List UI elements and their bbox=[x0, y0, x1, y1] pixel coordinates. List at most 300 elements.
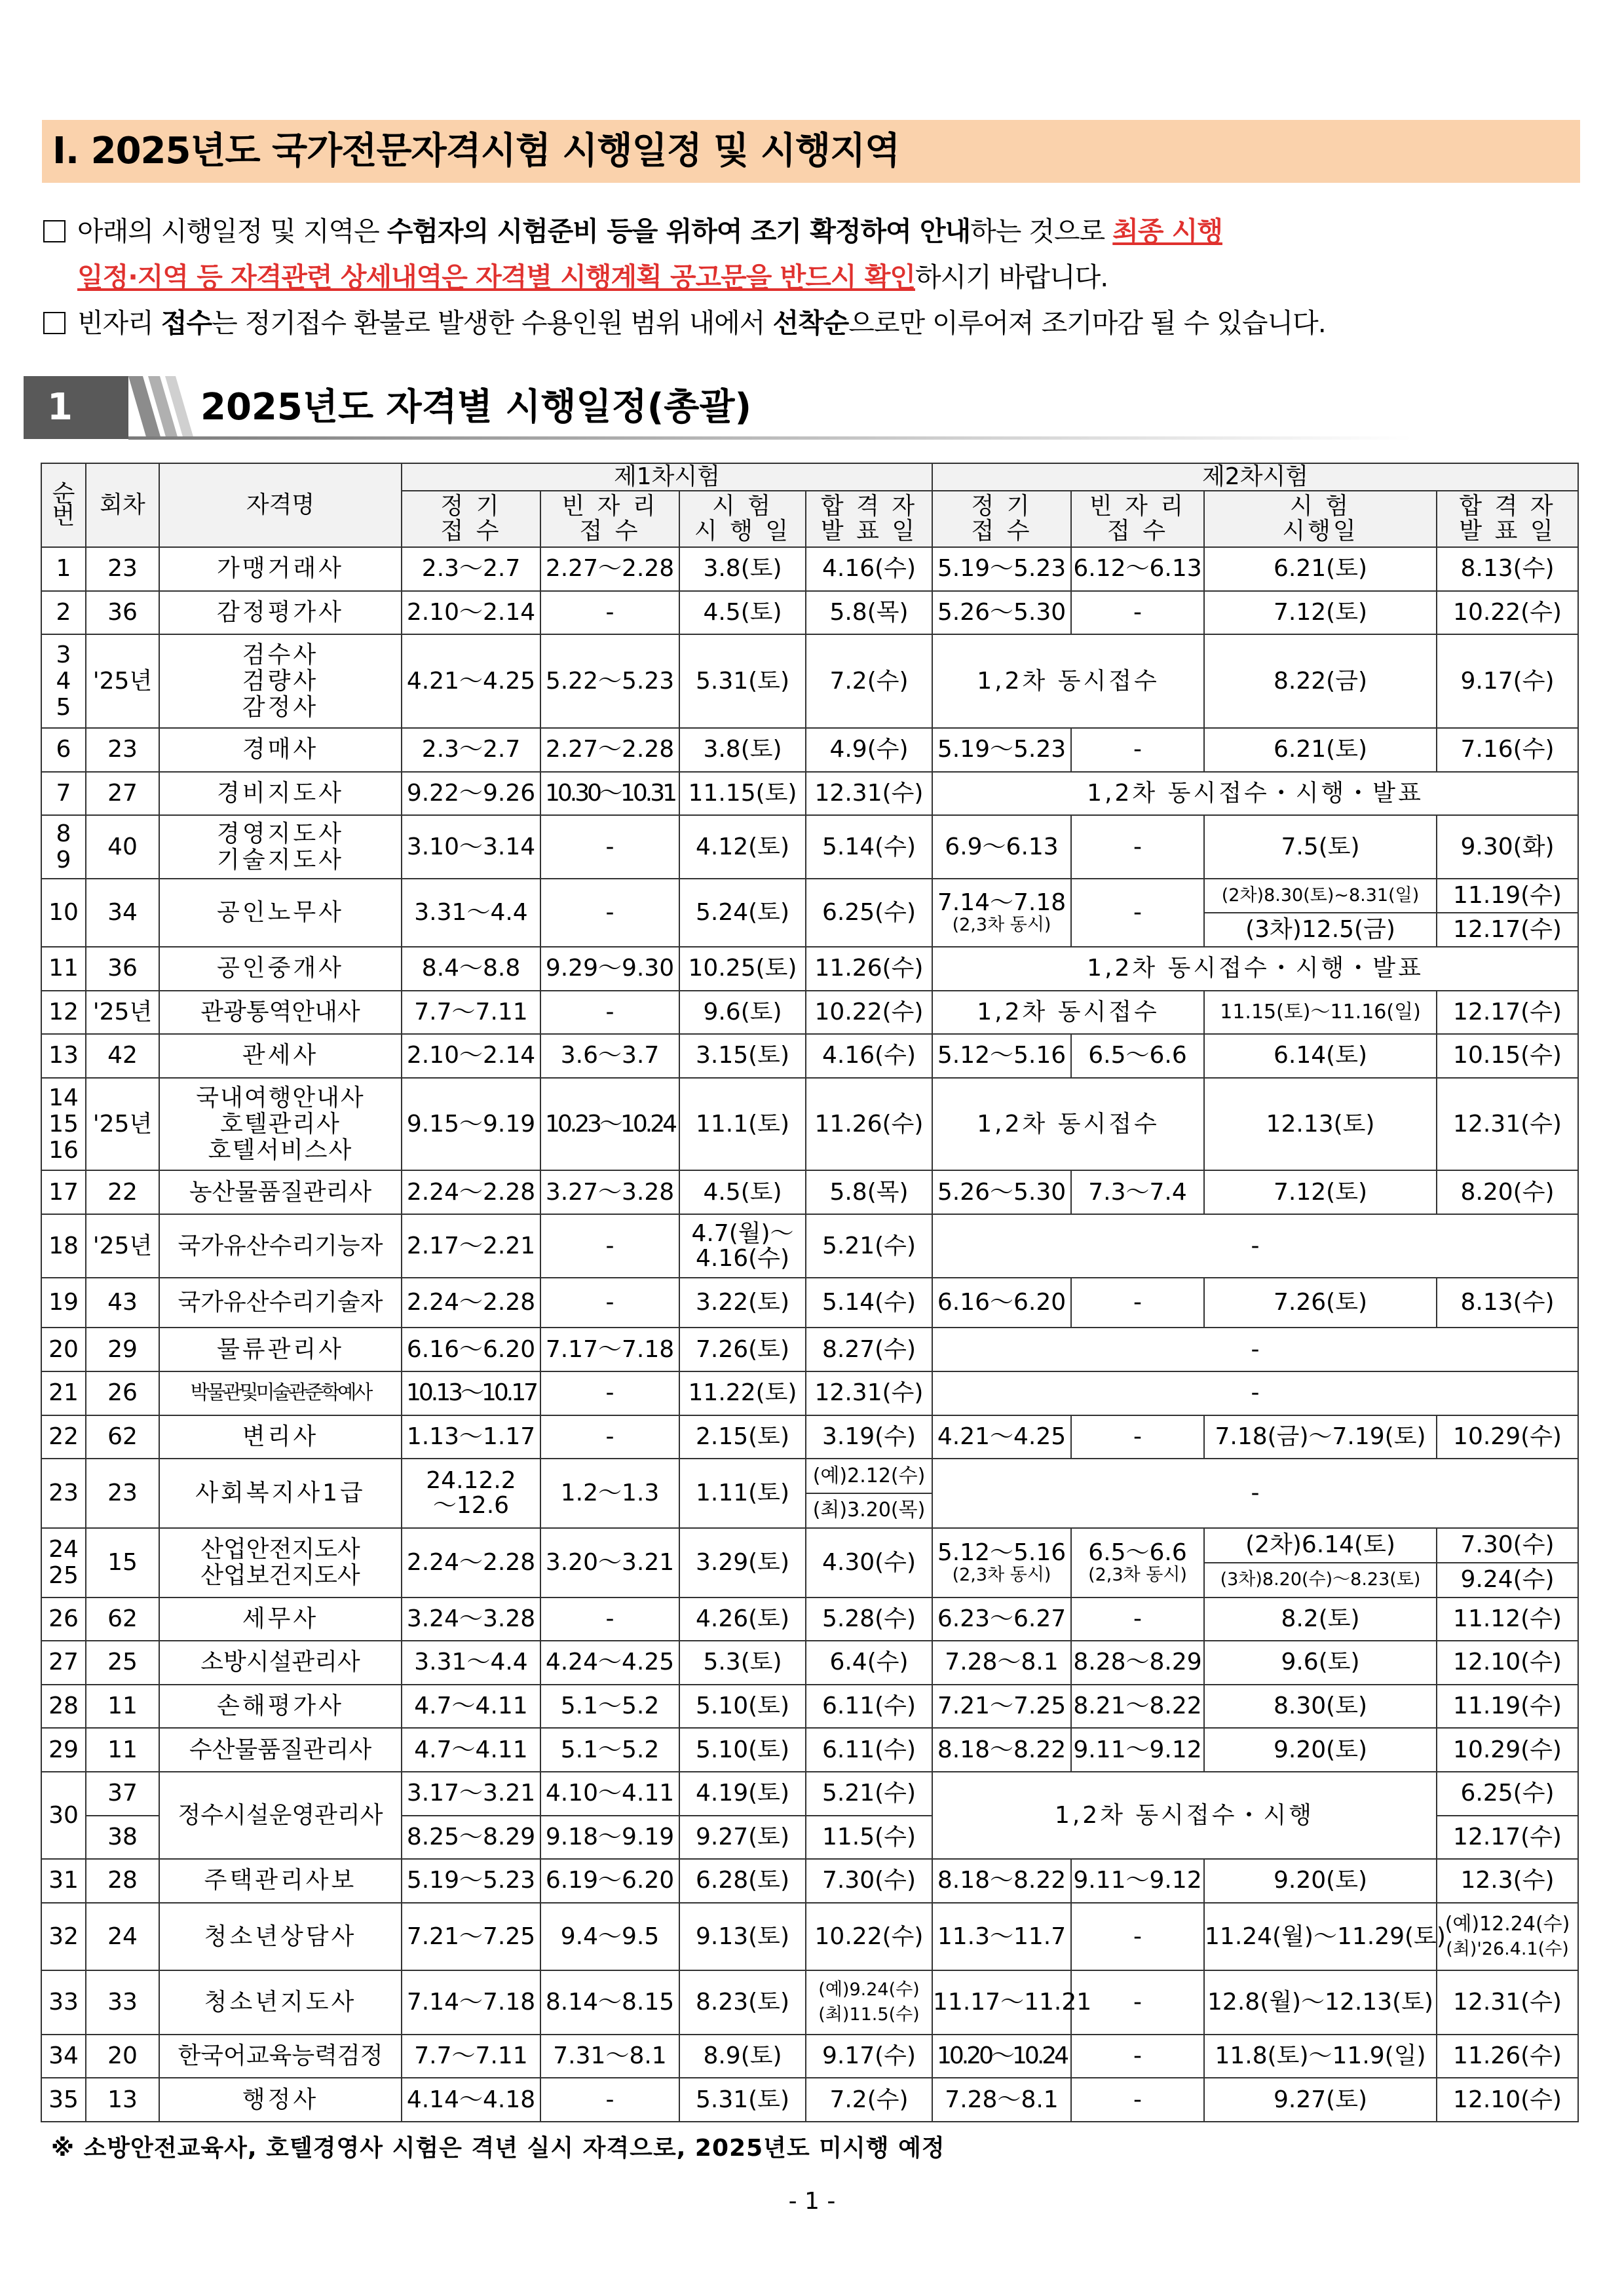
table-cell: 7.26(토) bbox=[679, 1328, 806, 1371]
cell-line: (2,3차 동시) bbox=[1088, 1564, 1187, 1585]
table-cell: (최)3.20(목) bbox=[806, 1493, 932, 1528]
cell-line: 5.12～5.16 bbox=[937, 1539, 1067, 1566]
header-regular-reg-2 bbox=[932, 491, 1071, 547]
table-cell: 3.8(토) bbox=[679, 547, 806, 591]
table-cell: 9.17(수) bbox=[806, 2035, 932, 2078]
table-row bbox=[41, 1278, 1578, 1328]
table-cell: 29 bbox=[86, 1328, 159, 1371]
table-cell: 4.26(토) bbox=[679, 1598, 806, 1641]
table-cell: 4.9(수) bbox=[806, 728, 932, 772]
table-cell: 4.5(토) bbox=[679, 1170, 806, 1214]
table-cell: 12.3(수) bbox=[1437, 1859, 1578, 1903]
table-cell: 8 9 bbox=[41, 815, 86, 879]
table-cell: 7.31～8.1 bbox=[540, 2035, 679, 2078]
cell-line: 24.12.2 bbox=[426, 1466, 516, 1494]
table-cell: 5.24(토) bbox=[679, 879, 806, 947]
table-cell: 10.22(수) bbox=[806, 1903, 932, 1971]
header-exam-date-2 bbox=[1204, 491, 1437, 547]
table-row bbox=[41, 1328, 1578, 1371]
table-cell: 42 bbox=[86, 1034, 159, 1078]
table-cell: 9.20(토) bbox=[1204, 1859, 1437, 1903]
table-row bbox=[41, 634, 1578, 728]
table-cell: 산업안전지도사 산업보건지도사 bbox=[159, 1528, 402, 1598]
table-cell: 23 bbox=[86, 547, 159, 591]
table-cell: 박물관및미술관준학예사 bbox=[159, 1371, 402, 1415]
table-row bbox=[41, 947, 1578, 991]
table-cell: 4.14～4.18 bbox=[402, 2078, 540, 2122]
cell-line: (예)12.24(수) bbox=[1445, 1912, 1570, 1936]
table-cell: 8.18～8.22 bbox=[932, 1728, 1071, 1772]
table-cell: 10.22(수) bbox=[806, 991, 932, 1035]
table-cell: 4.16(수) bbox=[806, 1034, 932, 1078]
table-cell: 3.10～3.14 bbox=[402, 815, 540, 879]
table-cell: 2.17～2.21 bbox=[402, 1214, 540, 1278]
table-cell: 9.30(화) bbox=[1437, 815, 1578, 879]
table-cell: 1,2차 동시접수 bbox=[932, 1078, 1204, 1171]
table-cell: - bbox=[540, 879, 679, 947]
table-cell: 3.20～3.21 bbox=[540, 1528, 679, 1598]
table-cell: 3.24～3.28 bbox=[402, 1598, 540, 1641]
footnote: ※ 소방안전교육사, 호텔경영사 시험은 격년 실시 자격으로, 2025년도 미시행 예정 bbox=[51, 2135, 945, 2162]
table-cell: 3.22(토) bbox=[679, 1278, 806, 1328]
schedule-table bbox=[41, 463, 1579, 2122]
table-cell: 21 bbox=[41, 1371, 86, 1415]
table-cell: 7.28～8.1 bbox=[932, 1641, 1071, 1685]
table-cell: 11.26(수) bbox=[806, 947, 932, 991]
header-result-date-2 bbox=[1437, 491, 1578, 547]
table-cell: 5.22～5.23 bbox=[540, 634, 679, 728]
table-cell: 2.27～2.28 bbox=[540, 547, 679, 591]
table-cell: (2차)8.30(토)~8.31(일) bbox=[1204, 879, 1437, 913]
table-cell: 6.25(수) bbox=[1437, 1772, 1578, 1816]
table-cell: 7.5(토) bbox=[1204, 815, 1437, 879]
table-cell: 8.30(토) bbox=[1204, 1685, 1437, 1729]
table-cell: 12.17(수) bbox=[1437, 991, 1578, 1035]
table-cell: 4.5(토) bbox=[679, 591, 806, 635]
table-cell: 3.8(토) bbox=[679, 728, 806, 772]
cell-line: 빈 자 리 bbox=[1089, 493, 1186, 520]
notice-2-text-a: 빈자리 bbox=[77, 307, 161, 339]
table-cell: '25년 bbox=[86, 634, 159, 728]
table-cell: 5.26～5.30 bbox=[932, 591, 1071, 635]
table-cell: 5.10(토) bbox=[679, 1685, 806, 1729]
cell-line: 6.5～6.6 bbox=[1088, 1539, 1187, 1566]
cell-line: 시행일 bbox=[1282, 518, 1359, 545]
cell-line: 접 수 bbox=[1107, 518, 1169, 545]
table-cell: 4.7～4.11 bbox=[402, 1728, 540, 1772]
header-exam-date bbox=[679, 491, 806, 547]
table-cell: 26 bbox=[86, 1371, 159, 1415]
table-cell: - bbox=[1071, 1970, 1204, 2034]
table-cell: 손해평가사 bbox=[159, 1685, 402, 1729]
table-cell: 11.12(수) bbox=[1437, 1598, 1578, 1641]
table-cell: 2.10～2.14 bbox=[402, 591, 540, 635]
table-cell: 8.27(수) bbox=[806, 1328, 932, 1371]
table-cell: 국내여행안내사 호텔관리사 호텔서비스사 bbox=[159, 1078, 402, 1171]
table-cell: 11 bbox=[86, 1728, 159, 1772]
table-cell: - bbox=[932, 1328, 1578, 1371]
table-cell: 주택관리사보 bbox=[159, 1859, 402, 1903]
table-cell: 20 bbox=[86, 2035, 159, 2078]
table-cell: - bbox=[1071, 1415, 1204, 1459]
table-cell: 8.20(수) bbox=[1437, 1170, 1578, 1214]
notice-2-text-bold2: 선착순 bbox=[772, 307, 849, 339]
table-cell: 4.19(토) bbox=[679, 1772, 806, 1816]
table-cell: 17 bbox=[41, 1170, 86, 1214]
table-cell: 국가유산수리기능자 bbox=[159, 1214, 402, 1278]
table-cell: - bbox=[540, 815, 679, 879]
table-cell: 11.5(수) bbox=[806, 1816, 932, 1860]
table-cell: 12.17(수) bbox=[1437, 1816, 1578, 1860]
table-cell: 국가유산수리기술자 bbox=[159, 1278, 402, 1328]
checkbox-square-icon bbox=[43, 312, 66, 334]
table-cell: 8.2(토) bbox=[1204, 1598, 1437, 1641]
table-cell: 1,2차 동시접수・시행・발표 bbox=[932, 947, 1578, 991]
table-cell bbox=[1071, 1528, 1204, 1598]
table-cell: (3차)8.20(수)～8.23(토) bbox=[1204, 1563, 1437, 1598]
table-row bbox=[41, 1685, 1578, 1729]
table-row bbox=[41, 1170, 1578, 1214]
table-cell: '25년 bbox=[86, 1214, 159, 1278]
table-cell: 12 bbox=[41, 991, 86, 1035]
table-cell: 3.27～3.28 bbox=[540, 1170, 679, 1214]
table-cell: 3.31～4.4 bbox=[402, 1641, 540, 1685]
table-cell: 19 bbox=[41, 1278, 86, 1328]
table-cell: 변리사 bbox=[159, 1415, 402, 1459]
table-cell: 29 bbox=[41, 1728, 86, 1772]
table-cell: 2.3～2.7 bbox=[402, 728, 540, 772]
table-cell: 24 25 bbox=[41, 1528, 86, 1598]
table-cell: (3차)12.5(금) bbox=[1204, 913, 1437, 947]
table-cell: 7 bbox=[41, 772, 86, 816]
table-row bbox=[41, 1214, 1578, 1278]
table-cell: 5.12～5.16 bbox=[932, 1034, 1071, 1078]
notice-2 bbox=[43, 305, 1326, 341]
table-cell: - bbox=[932, 1214, 1578, 1278]
table-cell: 5.1～5.2 bbox=[540, 1728, 679, 1772]
table-row bbox=[41, 1903, 1578, 1971]
table-cell: 9.18～9.19 bbox=[540, 1816, 679, 1860]
cell-line: 시 행 일 bbox=[694, 518, 791, 545]
cell-line: (2,3차 동시) bbox=[952, 1564, 1051, 1585]
cell-line: (최)11.5(수) bbox=[818, 2004, 920, 2025]
table-cell: 세무사 bbox=[159, 1598, 402, 1641]
table-row bbox=[41, 1415, 1578, 1459]
table-cell: 10.29(수) bbox=[1437, 1415, 1578, 1459]
table-cell: '25년 bbox=[86, 991, 159, 1035]
subsection-number: 1 bbox=[24, 376, 128, 439]
table-cell: 38 bbox=[86, 1816, 159, 1860]
table-cell: - bbox=[540, 591, 679, 635]
table-cell: 2.24～2.28 bbox=[402, 1278, 540, 1328]
table-cell: 14 15 16 bbox=[41, 1078, 86, 1171]
table-row bbox=[41, 591, 1578, 635]
table-cell: 5.8(목) bbox=[806, 1170, 932, 1214]
table-row bbox=[41, 991, 1578, 1035]
table-cell: 22 bbox=[86, 1170, 159, 1214]
cell-line: (최)'26.4.1(수) bbox=[1446, 1938, 1569, 1959]
table-cell: - bbox=[1071, 1598, 1204, 1641]
table-cell: - bbox=[540, 991, 679, 1035]
notice-1-text-a: 아래의 시행일정 및 지역은 bbox=[77, 216, 387, 247]
table-cell: 9.29～9.30 bbox=[540, 947, 679, 991]
table-cell: 9.11～9.12 bbox=[1071, 1728, 1204, 1772]
table-cell: 5.1～5.2 bbox=[540, 1685, 679, 1729]
table-cell: 관세사 bbox=[159, 1034, 402, 1078]
table-cell: 7.12(토) bbox=[1204, 1170, 1437, 1214]
table-cell: 5.31(토) bbox=[679, 634, 806, 728]
table-cell: - bbox=[1071, 1278, 1204, 1328]
table-cell: 28 bbox=[86, 1859, 159, 1903]
table-cell: 4.12(토) bbox=[679, 815, 806, 879]
table-cell: 6 bbox=[41, 728, 86, 772]
table-cell bbox=[1437, 1903, 1578, 1971]
table-cell: 4.7～4.11 bbox=[402, 1685, 540, 1729]
cell-line: 4.16(수) bbox=[695, 1244, 790, 1272]
table-cell: 9.27(토) bbox=[679, 1816, 806, 1860]
table-cell: 3.6～3.7 bbox=[540, 1034, 679, 1078]
table-cell: 27 bbox=[41, 1641, 86, 1685]
table-cell: 4.21～4.25 bbox=[932, 1415, 1071, 1459]
table-cell: 15 bbox=[86, 1528, 159, 1598]
table-row bbox=[41, 1459, 1578, 1493]
table-cell: 2.24～2.28 bbox=[402, 1528, 540, 1598]
table-cell: 6.21(토) bbox=[1204, 728, 1437, 772]
table-cell: 10.15(수) bbox=[1437, 1034, 1578, 1078]
table-cell: 34 bbox=[86, 879, 159, 947]
table-cell: 9.15～9.19 bbox=[402, 1078, 540, 1171]
table-cell: (2차)6.14(토) bbox=[1204, 1528, 1437, 1563]
table-cell: 9.24(수) bbox=[1437, 1563, 1578, 1598]
table-cell: - bbox=[1071, 591, 1204, 635]
table-cell: 12.17(수) bbox=[1437, 913, 1578, 947]
table-cell: 6.16～6.20 bbox=[932, 1278, 1071, 1328]
table-cell: 5.26～5.30 bbox=[932, 1170, 1071, 1214]
cell-line: 정 기 bbox=[440, 493, 502, 520]
table-cell: 7.30(수) bbox=[806, 1859, 932, 1903]
table-cell: 수산물품질관리사 bbox=[159, 1728, 402, 1772]
cell-line: 7.14～7.18 bbox=[937, 889, 1067, 917]
table-row bbox=[41, 2035, 1578, 2078]
table-cell: 26 bbox=[41, 1598, 86, 1641]
cell-line: (예)9.24(수) bbox=[818, 1979, 920, 2000]
table-cell: 경비지도사 bbox=[159, 772, 402, 816]
table-cell: 6.25(수) bbox=[806, 879, 932, 947]
table-cell: 검수사 검량사 감정사 bbox=[159, 634, 402, 728]
table-row bbox=[41, 1078, 1578, 1171]
header-name: 자격명 bbox=[159, 463, 402, 547]
table-cell: 7.2(수) bbox=[806, 634, 932, 728]
header-first-exam: 제1차시험 bbox=[402, 463, 932, 491]
table-cell: 27 bbox=[86, 772, 159, 816]
table-cell: 9.22～9.26 bbox=[402, 772, 540, 816]
table-row bbox=[41, 1528, 1578, 1563]
table-cell: 6.12～6.13 bbox=[1071, 547, 1204, 591]
table-cell: 4.10～4.11 bbox=[540, 1772, 679, 1816]
table-cell: 11.3～11.7 bbox=[932, 1903, 1071, 1971]
table-cell: 25 bbox=[86, 1641, 159, 1685]
table-cell: 22 bbox=[41, 1415, 86, 1459]
table-cell: - bbox=[1071, 879, 1204, 947]
table-cell: 8.25～8.29 bbox=[402, 1816, 540, 1860]
table-cell: 5.28(수) bbox=[806, 1598, 932, 1641]
table-cell: 11.26(수) bbox=[806, 1078, 932, 1171]
notice-2-text-c: 는 정기접수 환불로 발생한 수용인원 범위 내에서 bbox=[212, 307, 773, 339]
table-cell: 공인노무사 bbox=[159, 879, 402, 947]
table-cell: 12.31(수) bbox=[1437, 1078, 1578, 1171]
header-second-exam: 제2차시험 bbox=[932, 463, 1578, 491]
table-cell: 11.19(수) bbox=[1437, 879, 1578, 913]
cell-line: 시 험 bbox=[712, 493, 773, 520]
table-cell: 12.31(수) bbox=[1437, 1970, 1578, 2034]
cell-line: 시 험 bbox=[1290, 493, 1351, 520]
table-cell: 1 bbox=[41, 547, 86, 591]
table-cell: 36 bbox=[86, 947, 159, 991]
table-row bbox=[41, 1641, 1578, 1685]
table-cell: 2 bbox=[41, 591, 86, 635]
table-row bbox=[41, 1772, 1578, 1816]
table-cell: 농산물품질관리사 bbox=[159, 1170, 402, 1214]
table-row bbox=[41, 728, 1578, 772]
table-cell bbox=[932, 1528, 1071, 1598]
table-cell: 34 bbox=[41, 2035, 86, 2078]
table-cell: 33 bbox=[41, 1970, 86, 2034]
table-cell: 정수시설운영관리사 bbox=[159, 1772, 402, 1859]
table-cell: 경매사 bbox=[159, 728, 402, 772]
cell-line: 접 수 bbox=[440, 518, 502, 545]
table-cell: - bbox=[932, 1371, 1578, 1415]
table-cell: 12.8(월)～12.13(토) bbox=[1204, 1970, 1437, 2034]
table-row bbox=[41, 815, 1578, 879]
table-cell: 6.11(수) bbox=[806, 1685, 932, 1729]
cell-line: ～12.6 bbox=[432, 1491, 510, 1519]
notice-1-text-bold: 수험자의 시험준비 등을 위하여 조기 확정하여 안내 bbox=[387, 216, 971, 247]
table-cell: 3.31～4.4 bbox=[402, 879, 540, 947]
table-cell: 5.10(토) bbox=[679, 1728, 806, 1772]
table-cell: 62 bbox=[86, 1415, 159, 1459]
table-cell: 11.22(토) bbox=[679, 1371, 806, 1415]
table-cell: 관광통역안내사 bbox=[159, 991, 402, 1035]
table-cell: 9.27(토) bbox=[1204, 2078, 1437, 2122]
subsection-underline bbox=[128, 436, 1412, 440]
table-row bbox=[41, 1598, 1578, 1641]
table-cell: - bbox=[1071, 2035, 1204, 2078]
table-cell: 11.24(월)～11.29(토) bbox=[1204, 1903, 1437, 1971]
table-cell: 8.13(수) bbox=[1437, 547, 1578, 591]
table-cell: 7.26(토) bbox=[1204, 1278, 1437, 1328]
table-cell: 5.21(수) bbox=[806, 1214, 932, 1278]
table-cell: 11.8(토)～11.9(일) bbox=[1204, 2035, 1437, 2078]
table-cell: 23 bbox=[86, 1459, 159, 1528]
table-row bbox=[41, 1859, 1578, 1903]
table-cell: 8.9(토) bbox=[679, 2035, 806, 2078]
table-cell: 40 bbox=[86, 815, 159, 879]
table-cell: 9.6(토) bbox=[1204, 1641, 1437, 1685]
table-row bbox=[41, 1970, 1578, 2034]
table-cell: 9.6(토) bbox=[679, 991, 806, 1035]
notice-1-line2 bbox=[77, 259, 1108, 296]
table-cell: 행정사 bbox=[159, 2078, 402, 2122]
table-cell: 9.11～9.12 bbox=[1071, 1859, 1204, 1903]
table-cell: 4.30(수) bbox=[806, 1528, 932, 1598]
table-cell: 3.15(토) bbox=[679, 1034, 806, 1078]
table-cell: 18 bbox=[41, 1214, 86, 1278]
table-cell: 2.10～2.14 bbox=[402, 1034, 540, 1078]
cell-line: 접 수 bbox=[971, 518, 1032, 545]
notice-2-text-e: 으로만 이루어져 조기마감 될 수 있습니다. bbox=[848, 307, 1326, 339]
cell-line: (2,3차 동시) bbox=[952, 915, 1051, 936]
table-cell: 7.7～7.11 bbox=[402, 991, 540, 1035]
table-cell: 7.21～7.25 bbox=[932, 1685, 1071, 1729]
cell-line: 합 격 자 bbox=[1459, 493, 1556, 520]
table-cell: 43 bbox=[86, 1278, 159, 1328]
table-cell: 35 bbox=[41, 2078, 86, 2122]
table-cell: 11.17～11.21 bbox=[932, 1970, 1071, 2034]
header-round: 회차 bbox=[86, 463, 159, 547]
table-cell: 32 bbox=[41, 1903, 86, 1971]
table-cell: 6.23～6.27 bbox=[932, 1598, 1071, 1641]
table-cell: 7.14～7.18 bbox=[402, 1970, 540, 2034]
table-cell: 20 bbox=[41, 1328, 86, 1371]
table-cell: 3.29(토) bbox=[679, 1528, 806, 1598]
table-cell: 사회복지사1급 bbox=[159, 1459, 402, 1528]
table-row bbox=[41, 772, 1578, 816]
table-row bbox=[41, 1371, 1578, 1415]
table-cell: 30 bbox=[41, 1772, 86, 1859]
table-cell: 8.14～8.15 bbox=[540, 1970, 679, 2034]
table-cell: 청소년지도사 bbox=[159, 1970, 402, 2034]
cell-line: 접 수 bbox=[579, 518, 641, 545]
stripe-decoration-icon bbox=[128, 376, 207, 439]
table-cell: - bbox=[540, 1278, 679, 1328]
table-cell: 12.31(수) bbox=[806, 1371, 932, 1415]
notice-1-text-red2: 일정·지역 등 자격관련 상세내역은 자격별 시행계획 공고문을 반드시 확인 bbox=[77, 261, 915, 293]
table-cell: 2.24～2.28 bbox=[402, 1170, 540, 1214]
cell-line: 빈 자 리 bbox=[561, 493, 658, 520]
table-header-row bbox=[41, 463, 1578, 491]
table-row bbox=[41, 547, 1578, 591]
table-cell: - bbox=[540, 1371, 679, 1415]
table-cell: 5.19～5.23 bbox=[402, 1859, 540, 1903]
table-cell: 7.28～8.1 bbox=[932, 2078, 1071, 2122]
notice-1-text-red1: 최종 시행 bbox=[1112, 216, 1222, 247]
table-cell: 6.16～6.20 bbox=[402, 1328, 540, 1371]
table-cell: 1.13～1.17 bbox=[402, 1415, 540, 1459]
table-cell: 10.29(수) bbox=[1437, 1728, 1578, 1772]
table-row bbox=[41, 879, 1578, 913]
table-cell: 8.4～8.8 bbox=[402, 947, 540, 991]
table-cell: 1,2차 동시접수 bbox=[932, 634, 1204, 728]
table-cell: 28 bbox=[41, 1685, 86, 1729]
header-vacancy-reg bbox=[540, 491, 679, 547]
table-cell: 1,2차 동시접수・시행 bbox=[932, 1772, 1437, 1859]
table-cell: 36 bbox=[86, 591, 159, 635]
table-cell: 11.1(토) bbox=[679, 1078, 806, 1171]
table-cell: 5.19～5.23 bbox=[932, 728, 1071, 772]
table-cell bbox=[679, 1214, 806, 1278]
header-vacancy-reg-2 bbox=[1071, 491, 1204, 547]
table-cell: 10.25(토) bbox=[679, 947, 806, 991]
table-cell: 33 bbox=[86, 1970, 159, 2034]
table-cell bbox=[806, 1970, 932, 2034]
table-cell: 11.15(토)～11.16(일) bbox=[1204, 991, 1437, 1035]
table-cell: 13 bbox=[41, 1034, 86, 1078]
table-cell: 11.19(수) bbox=[1437, 1685, 1578, 1729]
checkbox-square-icon bbox=[43, 220, 66, 242]
table-cell: 23 bbox=[86, 728, 159, 772]
table-cell: - bbox=[1071, 2078, 1204, 2122]
table-cell bbox=[402, 1459, 540, 1528]
